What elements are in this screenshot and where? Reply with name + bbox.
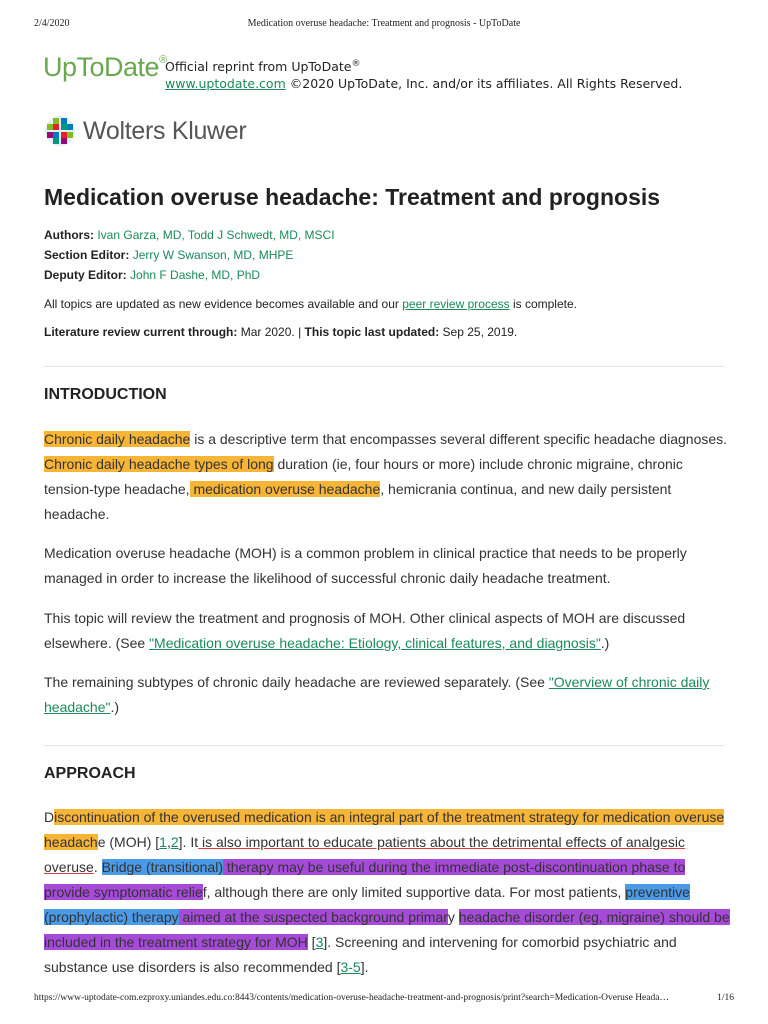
reference-link[interactable]: 3: [315, 934, 324, 950]
authors-links[interactable]: Ivan Garza, MD, Todd J Schwedt, MD, MSCI: [97, 228, 335, 242]
section-editor-line: Section Editor: Jerry W Swanson, MD, MHPE: [44, 248, 294, 262]
print-header: [34, 18, 734, 32]
article-title: Medication overuse headache: Treatment and prognosis: [44, 184, 661, 210]
deputy-editor-line: Deputy Editor: John F Dashe, MD, PhD: [44, 268, 261, 282]
peer-review-link[interactable]: peer review process: [402, 297, 510, 311]
reference-link[interactable]: 2: [170, 834, 179, 850]
divider: [44, 745, 724, 746]
uptodate-link[interactable]: www.uptodate.com: [165, 76, 286, 92]
updates-note: All topics are updated as new evidence becomes available and our peer review process is complete.: [44, 297, 577, 311]
intro-paragraph-1: Chronic daily headache is a descriptive term that encompasses several different specific headache diagnoses. Chronic daily headache types of long duration (ie, four hours or more) include chronic migraine, chronic tension-type headache, medication overuse headache, hemicrania continua, and new daily persistent headache.: [44, 431, 728, 522]
wolters-kluwer-mark-icon: [44, 115, 76, 147]
moh-etiology-link[interactable]: "Medication overuse headache: Etiology, clinical features, and diagnosis": [149, 635, 601, 651]
print-footer: [34, 993, 734, 1007]
reference-link[interactable]: 3-5: [340, 959, 361, 975]
reprint-notice: Official reprint from UpToDate® www.uptodate.com ©2020 UpToDate, Inc. and/or its affiliates. All Rights Reserved.: [165, 59, 683, 92]
section-editor-link[interactable]: Jerry W Swanson, MD, MHPE: [132, 248, 294, 262]
print-url: https://www-uptodate-com.ezproxy.uniandes.edu.co:8443/contents/medication-overuse-headache-treatment-and-prognosis/print?search=Medication-Overuse Heada…: [34, 993, 669, 1003]
literature-review-line: Literature review current through: Mar 2020. | This topic last updated: Sep 25, 2019.: [44, 325, 518, 339]
reference-link[interactable]: 1: [159, 834, 167, 850]
intro-paragraph-2: Medication overuse headache (MOH) is a common problem in clinical practice that needs to be properly managed in order to increase the likelihood of successful chronic daily headache treatment.: [44, 545, 687, 586]
divider: [44, 366, 724, 367]
wolters-kluwer-name: Wolters Kluwer: [83, 117, 247, 145]
approach-heading: APPROACH: [44, 765, 136, 782]
deputy-editor-link[interactable]: John F Dashe, MD, PhD: [130, 268, 261, 282]
uptodate-logo[interactable]: UpToDate®: [43, 52, 167, 82]
page-number: 1/16: [717, 993, 734, 1003]
intro-paragraph-3: This topic will review the treatment and prognosis of MOH. Other clinical aspects of MOH are discussed elsewhere. (See "Medication overuse headache: Etiology, clinical features, and diagnosis".): [44, 610, 686, 651]
authors-line: Authors: Ivan Garza, MD, Todd J Schwedt, MD, MSCI: [44, 228, 335, 242]
approach-paragraph-1: Discontinuation of the overused medication is an integral part of the treatment strategy for medication overuse headache (MOH) [1,2]. It is also important to educate patients about the detrimental effects of analgesic overuse. Bridge (transitional) therapy may be useful during the immediate post-discontinuation phase to provide symptomatic relief, although there are only limited supportive data. For most patients, preventive (prophylactic) therapy aimed at the suspected background primary headache disorder (eg, migraine) should be included in the treatment strategy for MOH [3]. Screening and intervening for comorbid psychiatric and substance use disorders is also recommended [3-5].: [44, 809, 730, 975]
print-title: Medication overuse headache: Treatment and prognosis - UpToDate: [247, 18, 521, 29]
chronic-daily-headache-link[interactable]: "Overview of chronic daily headache": [44, 674, 710, 715]
print-date: 2/4/2020: [34, 18, 70, 29]
intro-paragraph-4: The remaining subtypes of chronic daily headache are reviewed separately. (See "Overview of chronic daily headache".): [44, 674, 710, 715]
introduction-heading: INTRODUCTION: [44, 386, 167, 403]
